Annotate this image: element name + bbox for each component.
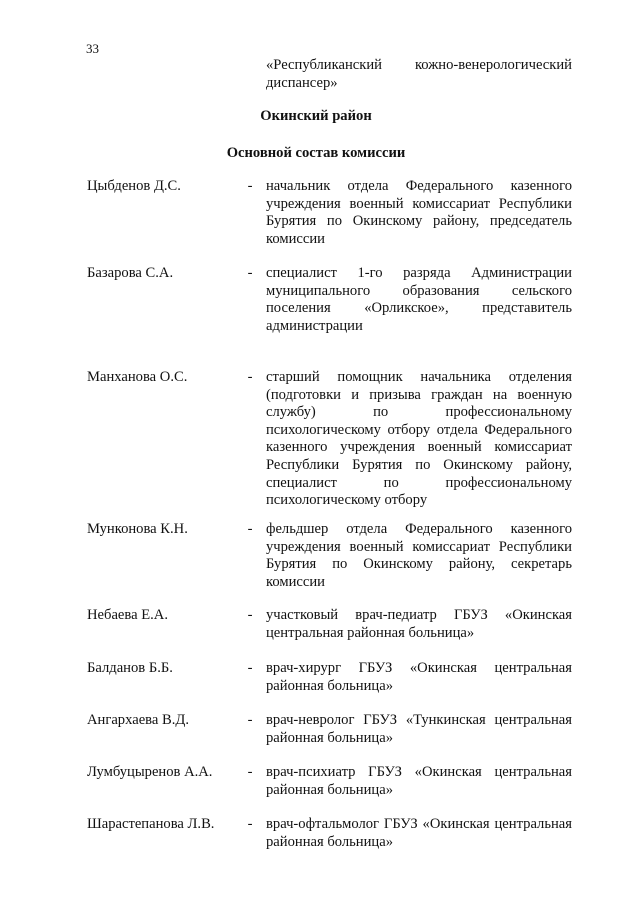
member-name: Мунконова К.Н. xyxy=(87,521,188,537)
dash-separator: - xyxy=(247,265,253,281)
member-name: Шарастепанова Л.В. xyxy=(87,816,215,832)
dash-separator: - xyxy=(247,816,253,832)
section-heading: Основной состав комиссии xyxy=(226,145,406,161)
member-role: врач-офтальмолог ГБУЗ «Окинская центральная районная больница» xyxy=(266,816,572,850)
member-name: Небаева Е.А. xyxy=(87,607,168,623)
member-role: начальник отдела Федерального казенного учреждения военный комиссариат Республики Бурятия по Окинскому району, председатель комиссии xyxy=(266,178,572,247)
intro-text: «Республиканский кожно-венерологический диспансер» xyxy=(266,57,572,91)
member-name: Ангархаева В.Д. xyxy=(87,712,189,728)
dash-separator: - xyxy=(247,178,253,194)
page-number: 33 xyxy=(86,41,99,56)
district-heading: Окинский район xyxy=(260,108,372,124)
member-role: врач-невролог ГБУЗ «Тункинская центральная районная больница» xyxy=(266,712,572,746)
dash-separator: - xyxy=(247,521,253,537)
member-name: Цыбденов Д.С. xyxy=(87,178,181,194)
dash-separator: - xyxy=(247,712,253,728)
member-role: фельдшер отдела Федерального казенного учреждения военный комиссариат Республики Бурятия по Окинскому району, секретарь комиссии xyxy=(266,521,572,590)
dash-separator: - xyxy=(247,369,253,385)
member-name: Балданов Б.Б. xyxy=(87,660,173,676)
member-role: врач-психиатр ГБУЗ «Окинская центральная районная больница» xyxy=(266,764,572,798)
dash-separator: - xyxy=(247,660,253,676)
dash-separator: - xyxy=(247,764,253,780)
dash-separator: - xyxy=(247,607,253,623)
member-role: специалист 1-го разряда Администрации муниципального образования сельского поселения «Орликское», представитель администрации xyxy=(266,265,572,334)
member-name: Лумбуцыренов А.А. xyxy=(87,764,213,780)
member-name: Манханова О.С. xyxy=(87,369,188,385)
member-name: Базарова С.А. xyxy=(87,265,174,281)
member-role: старший помощник начальника отделения (подготовки и призыва граждан на военную службу) по профессиональному психологическому отбору отдела Федерального казенного учреждения военный комиссариат Республики Бурятия по Окинскому району, специалист по профессиональному психологическому отбору xyxy=(266,369,572,509)
member-role: участковый врач-педиатр ГБУЗ «Окинская центральная районная больница» xyxy=(266,607,572,641)
member-role: врач-хирург ГБУЗ «Окинская центральная районная больница» xyxy=(266,660,572,694)
